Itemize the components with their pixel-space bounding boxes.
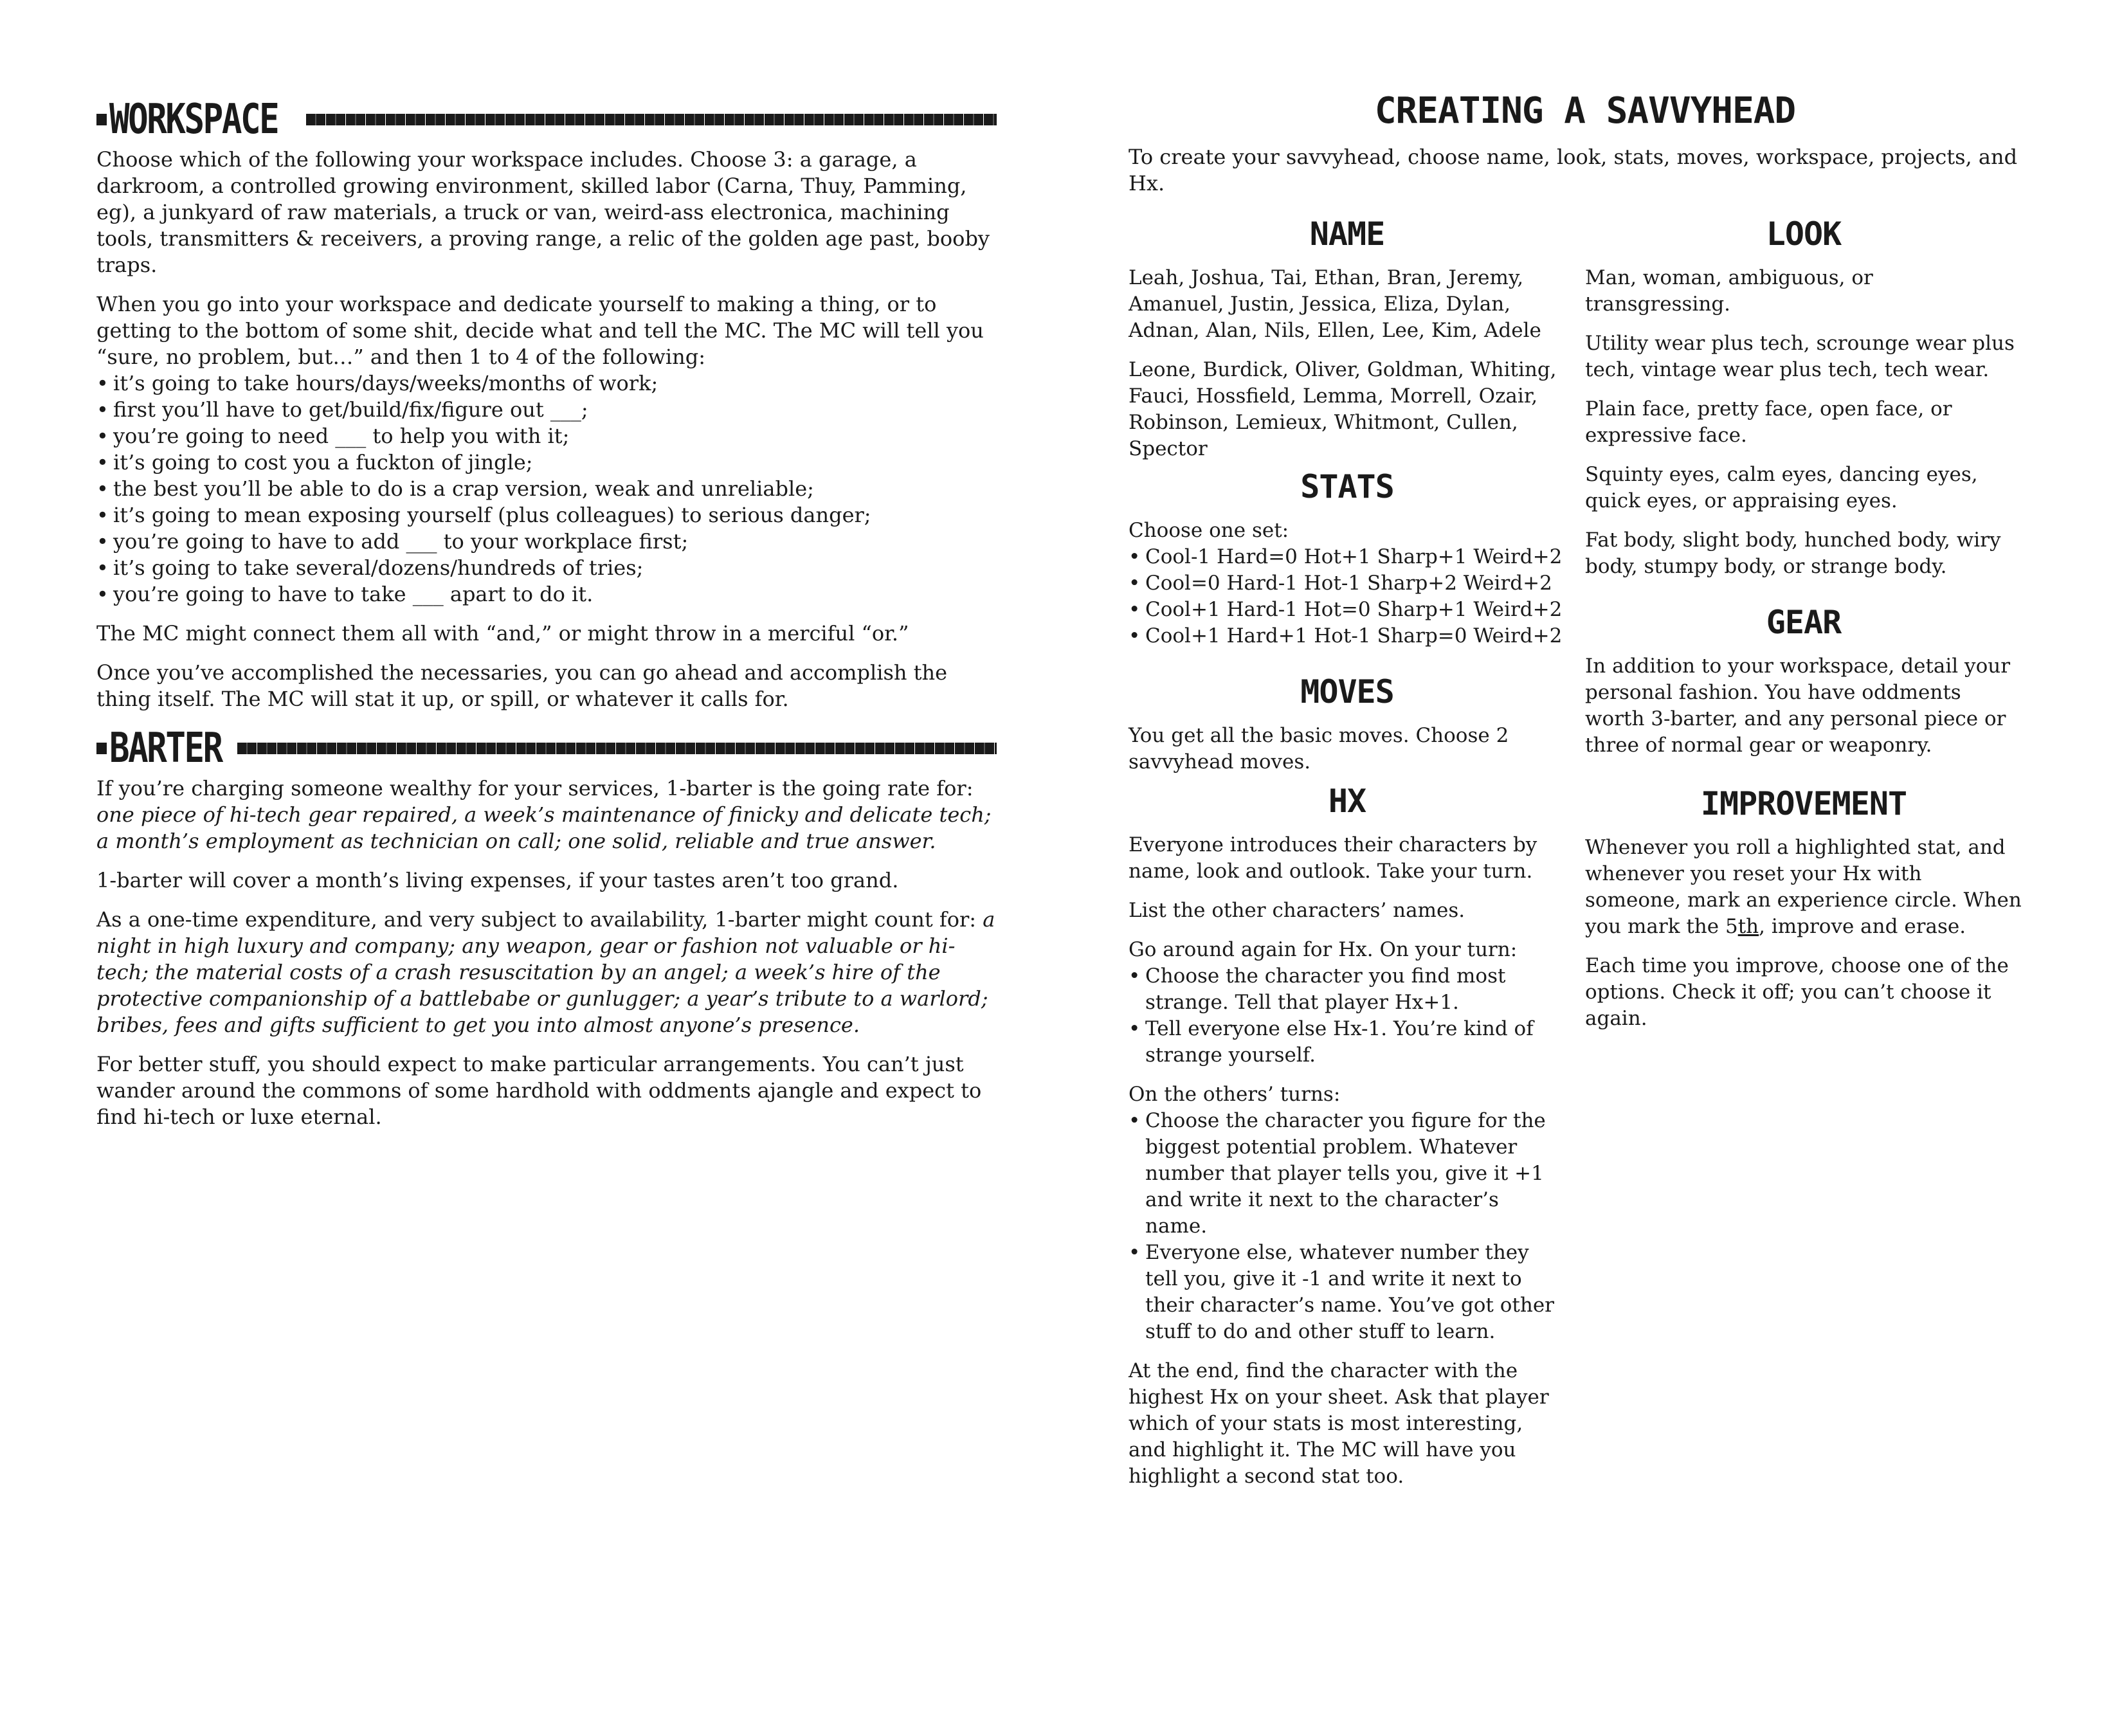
barter-better-stuff: For better stuff, you should expect to make particular arrangements. You can’t just wander around the commons of some hardhold with oddments ajangle and expect to find hi-tech or luxe eternal. [96, 1052, 982, 1129]
barter-rates [96, 775, 997, 854]
two-column-layout [1129, 215, 2042, 1503]
hx-your-turn: Go around again for Hx. On your turn: [1129, 938, 1518, 961]
list-item: • Everyone else, whatever number they tell you, give it -1 and write it next to their character’s name. You’ve got other stuff to do and other stuff to learn. [1129, 1240, 1566, 1345]
improvement-options: Each time you improve, choose one of the options. Check it off; you can’t choose it again. [1585, 954, 2009, 1030]
left-page [96, 96, 997, 1736]
right-column [1585, 215, 2022, 1503]
hx-turn-list [1129, 963, 1566, 1069]
look-wear: Utility wear plus tech, scrounge wear plus tech, vintage wear plus tech, tech wear. [1585, 332, 2015, 381]
gear-text: In addition to your workspace, detail your personal fashion. You have oddments worth 3-barter, and any personal piece or three of normal gear or weaponry. [1585, 655, 2011, 757]
hx-end: At the end, find the character with the highest Hx on your sheet. Ask that player which of your stats is most interesting, and highlight it. The MC will have you highlight a second stat too. [1129, 1359, 1549, 1488]
list-item: • you’re going to need ___ to help you with it; [96, 423, 997, 449]
list-item: • the best you’ll be able to do is a crap version, weak and unreliable; [96, 476, 997, 502]
improvement-text-end: , improve and erase. [1759, 915, 1966, 938]
stats-sets-list [1129, 544, 1566, 649]
look-face: Plain face, pretty face, open face, or expressive face. [1585, 397, 1952, 447]
look-eyes: Squinty eyes, calm eyes, dancing eyes, quick eyes, or appraising eyes. [1585, 463, 1978, 512]
workspace-heading: WORKSPACE [109, 96, 278, 143]
barter-heading: BARTER [109, 725, 222, 772]
barter-header [96, 725, 997, 772]
list-item: • Tell everyone else Hx-1. You’re kind of strange yourself. [1129, 1016, 1566, 1069]
barter-one-time [96, 907, 997, 1038]
list-item: • Cool=0 Hard-1 Hot-1 Sharp+2 Weird+2 [1129, 570, 1566, 597]
list-item: • you’re going to have to add ___ to your workplace first; [96, 529, 997, 555]
list-item: • Cool+1 Hard+1 Hot-1 Sharp=0 Weird+2 [1129, 623, 1566, 649]
list-item: • it’s going to cost you a fuckton of jingle; [96, 449, 997, 476]
hx-heading: HX [1328, 782, 1366, 820]
look-gender: Man, woman, ambiguous, or transgressing. [1585, 266, 1873, 316]
left-column [1129, 215, 1566, 1503]
workspace-connect-note: The MC might connect them all with “and,” or might throw in a merciful “or.” [96, 621, 909, 646]
workspace-header [96, 96, 997, 143]
gear-heading: GEAR [1766, 604, 1842, 641]
barter-rates-text: If you’re charging someone wealthy for your services, 1-barter is the going rate for: [96, 776, 974, 800]
hx-intro: Everyone introduces their characters by name, look and outlook. Take your turn. [1129, 833, 1537, 883]
list-item: • it’s going to take several/dozens/hundreds of tries; [96, 555, 997, 581]
list-item: • Cool+1 Hard-1 Hot=0 Sharp+1 Weird+2 [1129, 597, 1566, 623]
improvement-heading: IMPROVEMENT [1700, 785, 1907, 822]
header-bullet-icon [96, 114, 107, 125]
list-item: • Choose the character you figure for the biggest potential problem. Whatever number that player tells you, give it +1 and write it next to the character’s name. [1129, 1108, 1566, 1240]
list-item: • first you’ll have to get/build/fix/figure out ___; [96, 397, 997, 423]
family-names: Leone, Burdick, Oliver, Goldman, Whiting, Fauci, Hossfield, Lemma, Morrell, Ozair, Robinson, Lemieux, Whitmont, Cullen, Spector [1129, 358, 1557, 460]
barter-living-expenses: 1-barter will cover a month’s living expenses, if your tastes aren’t too grand. [96, 868, 899, 892]
ordinal-suffix: th [1737, 915, 1759, 938]
hx-list-names: List the other characters’ names. [1129, 899, 1465, 922]
list-item: • Cool-1 Hard=0 Hot+1 Sharp+1 Weird+2 [1129, 544, 1566, 570]
header-bullet-icon [96, 743, 107, 754]
list-item: • it’s going to take hours/days/weeks/months of work; [96, 370, 997, 397]
moves-heading: MOVES [1300, 673, 1394, 710]
creating-heading: CREATING A SAVVYHEAD [1374, 90, 1796, 132]
right-page [1129, 90, 2042, 1730]
stats-heading: STATS [1300, 468, 1394, 505]
barter-one-time-text: As a one-time expenditure, and very subject to availability, 1-barter might count for: [96, 907, 983, 932]
look-heading: LOOK [1766, 215, 1842, 253]
improvement-text [1585, 835, 2022, 940]
list-item: • it’s going to mean exposing yourself (plus colleagues) to serious danger; [96, 502, 997, 529]
look-body: Fat body, slight body, hunched body, wiry body, stumpy body, or strange body. [1585, 529, 2001, 578]
list-item: • Choose the character you find most strange. Tell that player Hx+1. [1129, 963, 1566, 1016]
list-item: • you’re going to have to take ___ apart to do it. [96, 581, 997, 608]
grunge-rule [237, 743, 997, 754]
grunge-rule [306, 114, 997, 125]
hx-others-list [1129, 1108, 1566, 1345]
workspace-accomplish-note: Once you’ve accomplished the necessaries, you can go ahead and accomplish the thing itself. The MC will stat it up, or spill, or whatever it calls for. [96, 660, 948, 711]
moves-text: You get all the basic moves. Choose 2 savvyhead moves. [1129, 724, 1509, 773]
barter-one-time-examples: a night in high luxury and company; any weapon, gear or fashion not valuable or hi-tech; the material costs of a crash resuscitation by an angel; a week’s hire of the protective companionship of a battlebabe or gunlugger; a year’s tribute to a warlord; bribes, fees and gifts sufficient to get you into almost anyone’s presence. [96, 907, 995, 1037]
hx-others-turns: On the others’ turns: [1129, 1083, 1341, 1106]
workspace-complications-list [96, 370, 997, 608]
improvement-text-start: Whenever you roll a highlighted stat, and whenever you reset your Hx with someone, mark an experience circle. When you mark the 5 [1585, 836, 2022, 938]
creating-intro: To create your savvyhead, choose name, look, stats, moves, workspace, projects, and Hx. [1129, 145, 2018, 195]
barter-rates-examples: one piece of hi-tech gear repaired, a week’s maintenance of finicky and delicate tech; a month’s employment as technician on call; one solid, reliable and true answer. [96, 802, 992, 853]
workspace-procedure: When you go into your workspace and dedicate yourself to making a thing, or to getting to the bottom of some shit, decide what and tell the MC. The MC will tell you “sure, no problem, but…” and then 1 to 4 of the following: [96, 292, 984, 369]
given-names: Leah, Joshua, Tai, Ethan, Bran, Jeremy, Amanuel, Justin, Jessica, Eliza, Dylan, Adnan, Alan, Nils, Ellen, Lee, Kim, Adele [1129, 266, 1541, 342]
stats-intro: Choose one set: [1129, 519, 1289, 542]
name-heading: NAME [1309, 215, 1385, 253]
workspace-intro: Choose which of the following your workspace includes. Choose 3: a garage, a darkroom, a controlled growing environment, skilled labor (Carna, Thuy, Pamming, eg), a junkyard of raw materials, a truck or van, weird-ass electronica, machining tools, transmitters & receivers, a proving range, a relic of the golden age past, booby traps. [96, 147, 990, 277]
